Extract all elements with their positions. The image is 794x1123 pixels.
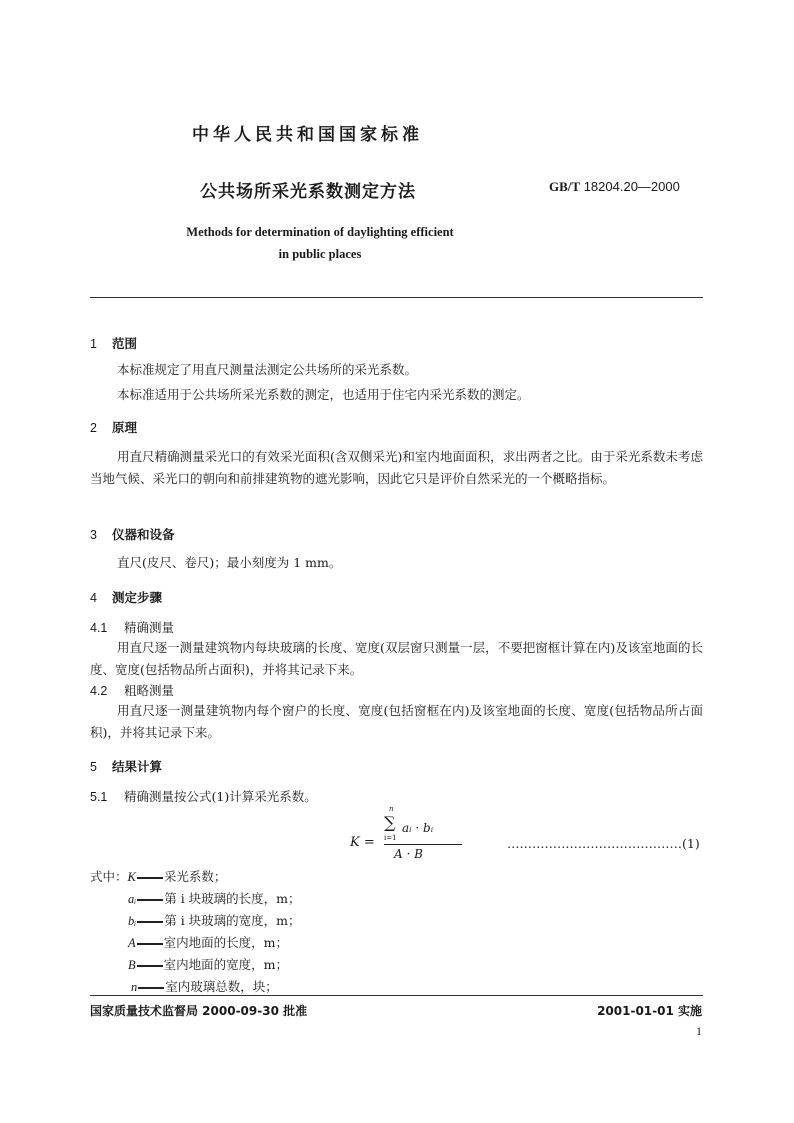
standard-title-en	[120, 221, 520, 265]
section-3-paragraph: 直尺(皮尺、卷尺)；最小刻度为 1 mm。	[117, 555, 342, 570]
formula-number: ……………………………………(1)	[507, 836, 700, 851]
standard-code-prefix: GB/T	[549, 179, 581, 194]
variable-description: 第 i 块玻璃的长度，m；	[164, 891, 301, 906]
header-divider	[90, 297, 703, 298]
formula-denominator: A · B	[394, 847, 423, 861]
section-5-1-number: 5.1	[90, 790, 108, 804]
em-dash	[138, 987, 164, 989]
section-3-title: 仪器和设备	[112, 527, 175, 542]
section-5-title: 结果计算	[112, 759, 163, 774]
section-4-1-number: 4.1	[90, 621, 108, 635]
title-en-line1: Methods for determination of daylighting efficient	[186, 225, 454, 239]
section-4-2-number: 4.2	[90, 684, 108, 698]
standard-code	[549, 179, 680, 195]
section-5-heading	[90, 757, 162, 775]
variable-description: 室内玻璃总数，块；	[165, 979, 278, 994]
variable-description: 第 i 块玻璃的宽度，m；	[164, 913, 301, 928]
section-4-1-paragraph: 用直尺逐一测量建筑物内每块玻璃的长度、宽度(双层窗只测量一层，不要把窗框计算在内)及该室地面的长度、宽度(包括物品所占面积)，并将其记录下来。	[90, 640, 703, 677]
em-dash	[137, 965, 163, 967]
variable-symbol: A	[128, 936, 136, 950]
variable-row	[90, 910, 301, 932]
approval-line: 国家质量技术监督局 2000-09-30 批准	[90, 1004, 308, 1018]
section-3-number: 3	[90, 528, 97, 542]
formula-block	[350, 805, 460, 863]
formula-sum-lower: i=1	[384, 834, 397, 842]
section-1-paragraph-1: 本标准规定了用直尺测量法测定公共场所的采光系数。	[117, 362, 418, 377]
section-4-heading	[90, 588, 162, 606]
section-5-1-line	[90, 786, 317, 808]
em-dash	[137, 899, 163, 901]
section-2-heading	[90, 418, 137, 436]
variable-description: 采光系数；	[163, 869, 227, 884]
section-2-paragraph: 用直尺精确测量采光口的有效采光面积(含双侧采光)和室内地面面积，求出两者之比。由于采光系数未考虑当地气候、采光口的朝向和前排建筑物的遮光影响，因此它只是评价自然采光的一个概略指标。	[90, 449, 703, 486]
section-5-number: 5	[90, 760, 97, 774]
variable-symbol: bᵢ	[128, 914, 137, 928]
variable-description: 室内地面的宽度，m；	[163, 957, 288, 972]
page-number: 1	[696, 1024, 702, 1038]
section-4-title: 测定步骤	[112, 590, 163, 605]
em-dash	[137, 877, 163, 879]
section-4-2-title: 粗略测量	[124, 683, 175, 698]
variable-description: 室内地面的长度，m；	[163, 935, 288, 950]
standard-title-cn: 公共场所采光系数测定方法	[200, 182, 416, 202]
section-3-heading	[90, 525, 175, 543]
section-4-1-heading	[90, 617, 174, 639]
section-4-1-title: 精确测量	[124, 620, 175, 635]
formula-fraction-bar	[384, 844, 462, 845]
section-1-title: 范围	[112, 336, 138, 351]
variable-row	[90, 866, 301, 888]
title-en-line2: in public places	[278, 247, 362, 261]
section-2-title: 原理	[112, 420, 138, 435]
em-dash	[137, 943, 163, 945]
section-4-number: 4	[90, 591, 97, 605]
variable-row	[90, 954, 301, 976]
section-4-2-heading	[90, 680, 174, 702]
variable-symbol: n	[131, 980, 138, 994]
section-5-1-text: 精确测量按公式(1)计算采光系数。	[124, 789, 317, 804]
em-dash	[137, 921, 163, 923]
section-1-number: 1	[90, 337, 97, 351]
variable-intro: 式中：	[90, 869, 128, 884]
section-1-heading	[90, 334, 137, 352]
variable-symbol: aᵢ	[128, 892, 137, 906]
footer-divider	[90, 995, 703, 996]
formula-numerator: aᵢ · bᵢ	[402, 821, 434, 835]
section-4-2-paragraph: 用直尺逐一测量建筑物内每个窗户的长度、宽度(包括窗框在内)及该室地面的长度、宽度(包括物品所占面积)，并将其记录下来。	[90, 703, 703, 740]
variable-symbol: K	[127, 870, 136, 884]
variable-list	[90, 866, 301, 998]
variable-symbol: B	[128, 958, 136, 972]
formula-sum-upper: n	[389, 805, 394, 813]
formula-lhs: K =	[350, 835, 375, 850]
variable-row	[90, 888, 301, 910]
implementation-date: 2001-01-01 实施	[597, 1004, 702, 1018]
variable-row	[90, 932, 301, 954]
section-2-number: 2	[90, 421, 97, 435]
national-standard-heading: 中华人民共和国国家标准	[192, 125, 423, 145]
section-1-paragraph-2: 本标准适用于公共场所采光系数的测定，也适用于住宅内采光系数的测定。	[117, 387, 530, 402]
formula-sum-symbol: ∑	[384, 813, 396, 832]
standard-code-number: 18204.20—2000	[583, 179, 680, 194]
